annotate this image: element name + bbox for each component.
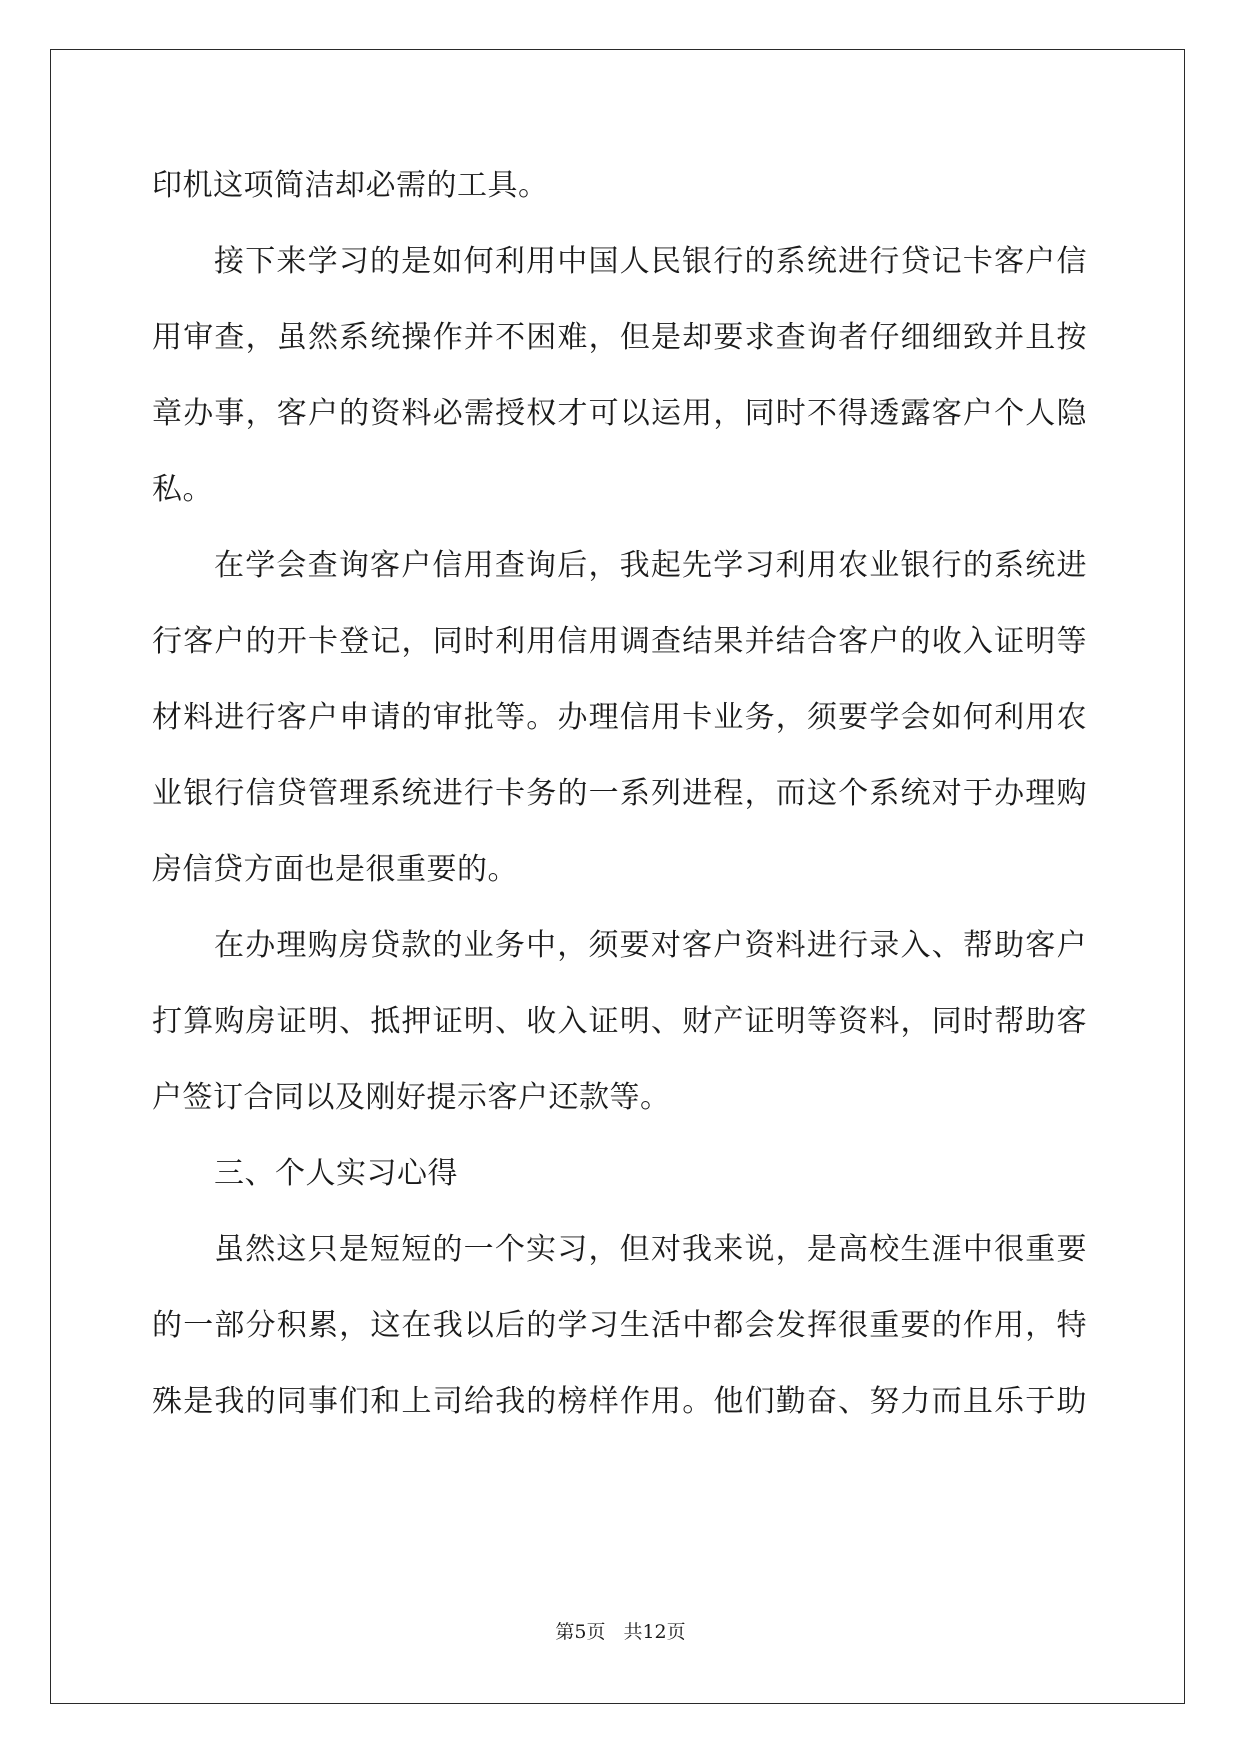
text-line: 打算购房证明、抵押证明、收入证明、财产证明等资料，同时帮助客: [152, 1004, 1087, 1039]
text-line: 在办理购房贷款的业务中，须要对客户资料进行录入、帮助客户: [214, 928, 1087, 963]
document-body: [152, 148, 1087, 1440]
page-number: 第5页: [555, 1621, 606, 1643]
text-line: 印机这项简洁却必需的工具。: [152, 168, 549, 203]
text-line: 的一部分积累，这在我以后的学习生活中都会发挥很重要的作用，特: [152, 1308, 1087, 1343]
text-line: 行客户的开卡登记，同时利用信用调查结果并结合客户的收入证明等: [152, 624, 1087, 659]
page-footer: [0, 1618, 1241, 1646]
text-line: 房信贷方面也是很重要的。: [152, 852, 518, 887]
text-line: 在学会查询客户信用查询后，我起先学习利用农业银行的系统进: [214, 548, 1087, 583]
text-line: 私。: [152, 472, 213, 507]
text-line: 殊是我的同事们和上司给我的榜样作用。他们勤奋、努力而且乐于助: [152, 1384, 1087, 1419]
text-line: 虽然这只是短短的一个实习，但对我来说，是高校生涯中很重要: [214, 1232, 1087, 1267]
text-line: 用审查，虽然系统操作并不困难，但是却要求查询者仔细细致并且按: [152, 320, 1087, 355]
text-line: 接下来学习的是如何利用中国人民银行的系统进行贷记卡客户信: [214, 244, 1087, 279]
page-total: 共12页: [623, 1621, 686, 1643]
section-heading: 三、个人实习心得: [214, 1156, 458, 1191]
text-line: 户签订合同以及刚好提示客户还款等。: [152, 1080, 671, 1115]
text-line: 材料进行客户申请的审批等。办理信用卡业务，须要学会如何利用农: [152, 700, 1087, 735]
text-line: 业银行信贷管理系统进行卡务的一系列进程，而这个系统对于办理购: [152, 776, 1087, 811]
text-line: 章办事，客户的资料必需授权才可以运用，同时不得透露客户个人隐: [152, 396, 1087, 431]
